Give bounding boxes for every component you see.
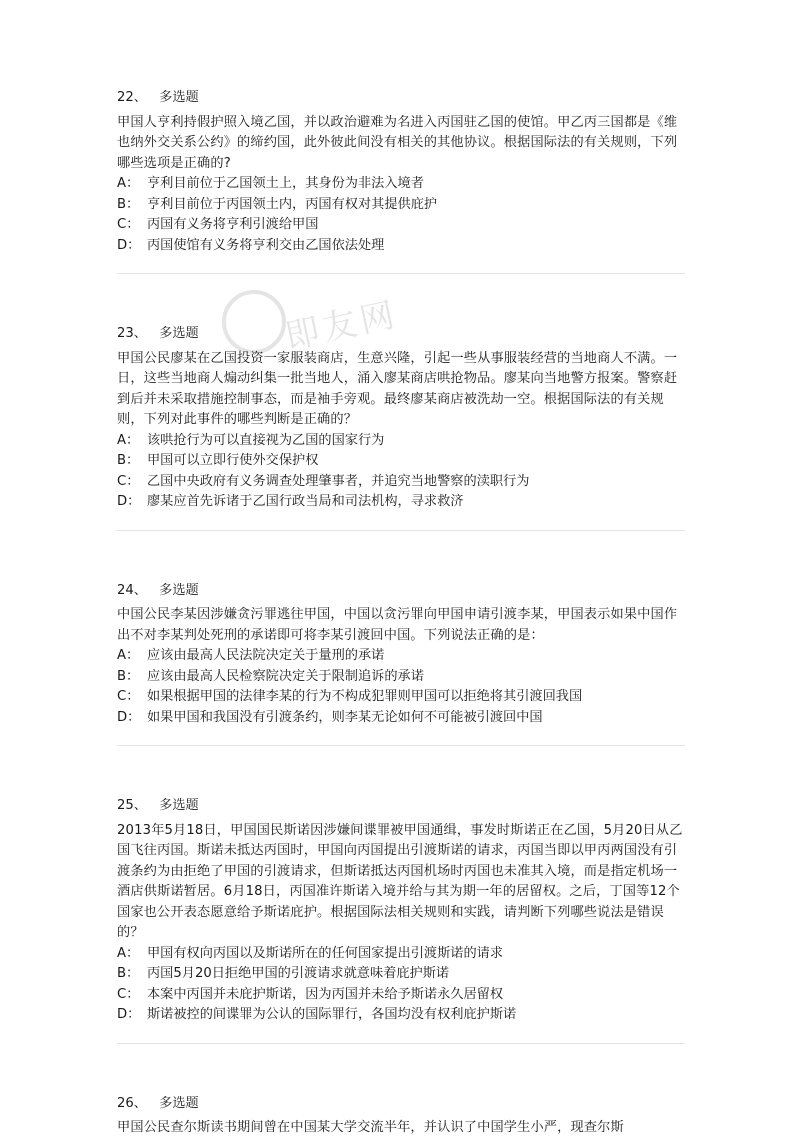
question-text: 甲国人亨利持假护照入境乙国，并以政治避难为名进入丙国驻乙国的使馆。甲乙丙三国都是《维也纳外交关系公约》的缔约国，此外彼此间没有相关的其他协议。根据国际法的有关规则，下列哪些选项是正确的? — [117, 114, 678, 171]
question-22 — [117, 88, 685, 274]
question-type: 多选题 — [159, 1095, 199, 1111]
question-separator: 、 — [133, 798, 147, 813]
watermark-text: 即友网 — [281, 294, 402, 358]
question-number: 26 — [117, 1095, 134, 1111]
option-b[interactable] — [117, 964, 685, 985]
question-header — [117, 88, 685, 109]
option-d[interactable] — [117, 1005, 685, 1026]
option-a[interactable] — [117, 646, 685, 667]
question-header — [117, 324, 685, 345]
option-list — [117, 174, 685, 256]
question-text: 甲国公民廖某在乙国投资一家服装商店，生意兴隆，引起一些从事服装经营的当地商人不满。一日，这些当地商人煽动纠集一批当地人，涌入廖某商店哄抢物品。廖某向当地警方报案。警察赶到后并未采取措施控制事态，而是袖手旁观。最终廖某商店被洗劫一空。根据国际法的有关规则，下列对此事件的哪些判断是正确的？ — [117, 350, 678, 427]
question-type: 多选题 — [159, 90, 199, 105]
question-23 — [117, 324, 685, 531]
question-25 — [117, 796, 685, 1044]
option-text: 本案中丙国并未庇护斯诺，因为丙国并未给予斯诺永久居留权 — [147, 986, 504, 1002]
option-letter: C： — [117, 689, 140, 704]
option-letter: D： — [117, 1007, 141, 1022]
option-a[interactable] — [117, 174, 685, 195]
option-letter: A： — [117, 945, 140, 961]
option-letter: B： — [117, 196, 140, 212]
option-b[interactable] — [117, 195, 685, 216]
option-a[interactable] — [117, 431, 685, 452]
option-text: 丙国5月20日拒绝甲国的引渡请求就意味着庇护斯诺 — [147, 966, 450, 981]
question-number: 24 — [117, 582, 134, 598]
option-text: 甲国可以立即行使外交保护权 — [147, 453, 319, 468]
option-letter: A： — [117, 176, 140, 191]
question-type: 多选题 — [159, 326, 199, 341]
option-b[interactable] — [117, 667, 685, 688]
option-text: 应该由最高人民法院决定关于量刑的承诺 — [147, 648, 385, 663]
option-letter: D： — [117, 494, 141, 509]
option-list — [117, 431, 685, 513]
option-text: 应该由最高人民检察院决定关于限制追诉的承诺 — [147, 668, 424, 684]
option-text: 如果甲国和我国没有引渡条约，则李某无论如何不可能被引渡回中国 — [147, 709, 543, 725]
question-text: 甲国公民查尔斯读书期间曾在中国某大学交流半年，并认识了中国学生小严，现查尔斯 — [117, 1120, 624, 1135]
option-text: 甲国有权向丙国以及斯诺所在的任何国家提出引渡斯诺的请求 — [147, 945, 504, 961]
option-letter: C： — [117, 217, 140, 232]
option-c[interactable] — [117, 985, 685, 1006]
option-text: 亨利目前位于丙国领土内，丙国有权对其提供庇护 — [147, 196, 438, 212]
option-text: 丙国有义务将亨利引渡给甲国 — [147, 217, 319, 232]
option-letter: B： — [117, 668, 140, 684]
option-c[interactable] — [117, 215, 685, 236]
question-header — [117, 1094, 685, 1115]
option-text: 丙国使馆有义务将亨利交由乙国依法处理 — [147, 237, 385, 253]
question-header — [117, 796, 685, 817]
question-number: 22 — [117, 90, 134, 105]
question-separator: 、 — [133, 1095, 147, 1111]
option-letter: C： — [117, 986, 140, 1002]
question-number: 25 — [117, 798, 134, 813]
question-separator: 、 — [133, 582, 147, 598]
option-d[interactable] — [117, 492, 685, 513]
question-24 — [117, 581, 685, 747]
question-text: 2013年5月18日，甲国国民斯诺因涉嫌间谍罪被甲国通缉，事发时斯诺正在乙国，5月20日从乙国飞往丙国。斯诺未抵达丙国时，甲国向丙国提出引渡斯诺的请求，丙国当即以甲丙两国没有引渡条约为由拒绝了甲国的引渡请求，但斯诺抵达丙国机场时丙国也未准其入境，而是指定机场一酒店供斯诺暂居。6月18日，丙国准许斯诺入境并给与其为期一年的居留权。之后，丁国等12个国家也公开表态愿意给予斯诺庇护。根据国际法相关规则和实践，请判断下列哪些说法是错误的？ — [117, 822, 683, 940]
question-list — [117, 88, 685, 1139]
question-text: 中国公民李某因涉嫌贪污罪逃往甲国，中国以贪污罪向甲国申请引渡李某，甲国表示如果中国作出不对李某判处死刑的承诺即可将李某引渡回中国。下列说法正确的是： — [117, 607, 678, 643]
option-text: 斯诺被控的间谍罪为公认的国际罪行，各国均没有权利庇护斯诺 — [147, 1007, 517, 1022]
option-d[interactable] — [117, 708, 685, 729]
option-text: 亨利目前位于乙国领土上，其身份为非法入境者 — [147, 176, 424, 191]
question-separator: 、 — [133, 326, 147, 341]
option-c[interactable] — [117, 687, 685, 708]
option-text: 廖某应首先诉诸于乙国行政当局和司法机构，寻求救济 — [147, 494, 464, 509]
option-text: 该哄抢行为可以直接视为乙国的国家行为 — [147, 432, 385, 448]
option-list — [117, 646, 685, 728]
question-type: 多选题 — [159, 582, 199, 598]
option-letter: D： — [117, 237, 141, 253]
option-d[interactable] — [117, 236, 685, 257]
option-letter: A： — [117, 648, 140, 663]
option-text: 乙国中央政府有义务调查处理肇事者，并追究当地警察的渎职行为 — [147, 473, 530, 489]
option-letter: B： — [117, 966, 140, 981]
question-number: 23 — [117, 326, 134, 341]
question-header — [117, 581, 685, 602]
option-letter: A： — [117, 432, 140, 448]
question-type: 多选题 — [159, 798, 199, 813]
option-letter: C： — [117, 473, 140, 489]
option-b[interactable] — [117, 451, 685, 472]
question-separator: 、 — [133, 90, 147, 105]
option-c[interactable] — [117, 472, 685, 493]
option-letter: B： — [117, 453, 140, 468]
option-text: 如果根据甲国的法律李某的行为不构成犯罪则甲国可以拒绝将其引渡回我国 — [147, 689, 583, 704]
option-a[interactable] — [117, 944, 685, 965]
option-list — [117, 944, 685, 1026]
option-letter: D： — [117, 709, 141, 725]
